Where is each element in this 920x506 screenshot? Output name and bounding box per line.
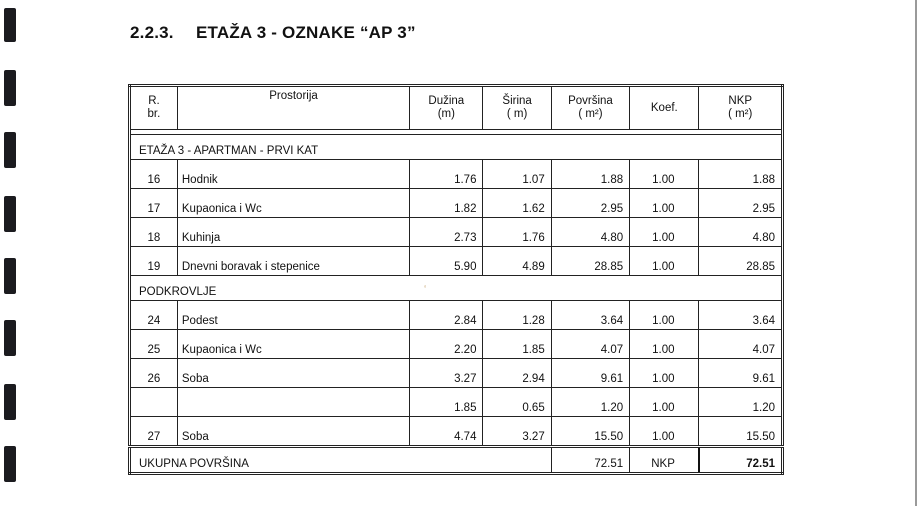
total-koef: NKP — [630, 447, 699, 474]
table-cell: 16 — [130, 160, 178, 189]
table-cell: 2.95 — [699, 189, 783, 218]
binder-mark — [4, 8, 16, 42]
table-cell: 2.94 — [483, 359, 551, 388]
total-label: UKUPNA POVRŠINA — [130, 447, 552, 474]
table-row — [130, 247, 783, 276]
section-number: 2.2.3. — [130, 23, 174, 42]
table-row — [130, 359, 783, 388]
table-cell: 24 — [130, 301, 178, 330]
binder-mark — [4, 320, 16, 356]
table-row — [130, 417, 783, 447]
table-cell: 2.84 — [410, 301, 483, 330]
header-duzina: Dužina (m) — [410, 86, 483, 130]
table-cell: 25 — [130, 330, 178, 359]
table-cell: PODKROVLJE — [130, 276, 783, 301]
table-cell: 1.85 — [483, 330, 551, 359]
table-cell: 3.27 — [410, 359, 483, 388]
binder-mark — [4, 384, 16, 420]
table-cell: 4.07 — [699, 330, 783, 359]
table-cell: 28.85 — [551, 247, 629, 276]
header-sirina: Širina ( m) — [483, 86, 551, 130]
table-row — [130, 189, 783, 218]
table-cell: 1.00 — [630, 218, 699, 247]
table-cell: 15.50 — [699, 417, 783, 447]
table-cell: 27 — [130, 417, 178, 447]
table-cell: Kupaonica i Wc — [177, 330, 409, 359]
area-table — [128, 84, 784, 475]
table-cell: 28.85 — [699, 247, 783, 276]
table-cell: Dnevni boravak i stepenice — [177, 247, 409, 276]
table-row — [130, 218, 783, 247]
table-cell: 4.80 — [551, 218, 629, 247]
table-row — [130, 330, 783, 359]
table-cell: 1.20 — [551, 388, 629, 417]
table-cell: 1.82 — [410, 189, 483, 218]
table-cell: 26 — [130, 359, 178, 388]
table-cell: 4.74 — [410, 417, 483, 447]
table-cell: 3.27 — [483, 417, 551, 447]
table-cell — [177, 388, 409, 417]
table-cell: 3.64 — [699, 301, 783, 330]
table-header-row — [130, 86, 783, 130]
header-koef: Koef. — [630, 86, 699, 130]
table-cell: 1.00 — [630, 359, 699, 388]
table-row — [130, 388, 783, 417]
table-cell: 0.65 — [483, 388, 551, 417]
table-cell: 4.07 — [551, 330, 629, 359]
table-cell: Podest — [177, 301, 409, 330]
table-cell: 2.95 — [551, 189, 629, 218]
table-cell: 1.00 — [630, 189, 699, 218]
table-cell: 1.00 — [630, 247, 699, 276]
header-nkp: NKP ( m²) — [699, 86, 783, 130]
header-povrsina: Površina ( m²) — [551, 86, 629, 130]
header-prostorija: Prostorija — [177, 86, 409, 130]
section-heading — [130, 23, 416, 43]
table-cell: 1.00 — [630, 388, 699, 417]
table-cell: Kupaonica i Wc — [177, 189, 409, 218]
section-row — [130, 135, 783, 160]
table-cell: 9.61 — [699, 359, 783, 388]
binder-mark — [4, 446, 16, 482]
binder-mark — [4, 196, 16, 232]
table-cell: 1.88 — [551, 160, 629, 189]
table-cell: 1.28 — [483, 301, 551, 330]
section-title: ETAŽA 3 - OZNAKE “AP 3” — [196, 23, 416, 42]
total-row — [130, 447, 783, 474]
table-cell: 1.00 — [630, 301, 699, 330]
table-cell: Soba — [177, 359, 409, 388]
binder-mark — [4, 258, 16, 294]
table-cell — [130, 388, 178, 417]
table-cell: 3.64 — [551, 301, 629, 330]
table-cell: ETAŽA 3 - APARTMAN - PRVI KAT — [130, 135, 783, 160]
section-row — [130, 276, 783, 301]
table-cell: 1.62 — [483, 189, 551, 218]
table-cell: 4.80 — [699, 218, 783, 247]
table-cell: 1.00 — [630, 330, 699, 359]
table-cell: Hodnik — [177, 160, 409, 189]
table-cell: 9.61 — [551, 359, 629, 388]
binder-mark — [4, 132, 16, 168]
table-cell: 17 — [130, 189, 178, 218]
table-cell: 5.90 — [410, 247, 483, 276]
table-cell: 1.07 — [483, 160, 551, 189]
table-row — [130, 160, 783, 189]
header-rb: R. br. — [130, 86, 178, 130]
table-cell: 1.76 — [410, 160, 483, 189]
scan-speck: ‘ — [424, 284, 427, 295]
table-cell: 1.00 — [630, 160, 699, 189]
binder-mark — [4, 70, 16, 106]
table-cell: 2.20 — [410, 330, 483, 359]
table-cell: 4.89 — [483, 247, 551, 276]
total-nkp: 72.51 — [699, 447, 783, 474]
table-row — [130, 301, 783, 330]
table-cell: 15.50 — [551, 417, 629, 447]
table-cell: Soba — [177, 417, 409, 447]
page-edge — [915, 0, 917, 506]
table-cell: 1.20 — [699, 388, 783, 417]
table-cell: 18 — [130, 218, 178, 247]
table-cell: 19 — [130, 247, 178, 276]
table-cell: 1.85 — [410, 388, 483, 417]
total-povrsina: 72.51 — [551, 447, 629, 474]
table-cell: 1.88 — [699, 160, 783, 189]
table-cell: 1.76 — [483, 218, 551, 247]
table-cell: 1.00 — [630, 417, 699, 447]
table-cell: 2.73 — [410, 218, 483, 247]
table-cell: Kuhinja — [177, 218, 409, 247]
